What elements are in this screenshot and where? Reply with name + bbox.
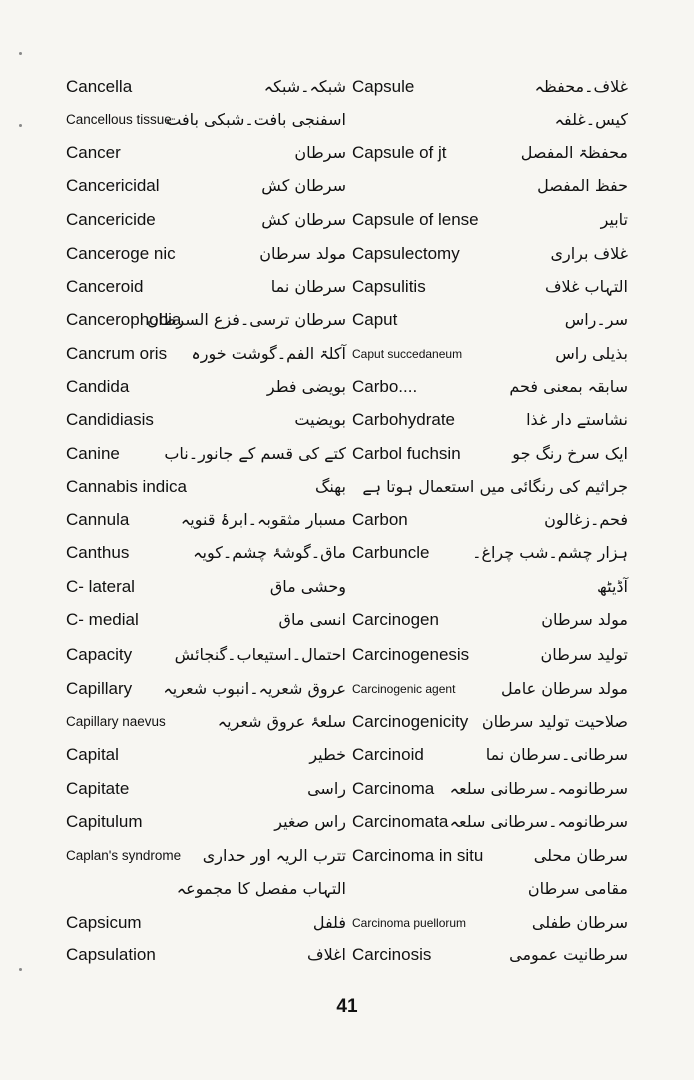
entry-row: [0, 304, 694, 336]
english-term-left: Capsicum: [66, 913, 142, 932]
english-term-left: Capitulum: [66, 812, 143, 831]
entry-row: [0, 873, 694, 905]
english-term-left: Candida: [66, 377, 130, 396]
english-term-left: Cancellous tissue: [66, 112, 172, 127]
english-term-right: Carcinomata: [352, 812, 449, 831]
urdu-term-left: راس صغیر: [274, 812, 346, 831]
english-term-left: C- lateral: [66, 577, 135, 596]
urdu-term-left: بھنگ: [315, 477, 346, 496]
english-term-left: Cannula: [66, 510, 130, 529]
entry-row: [0, 170, 694, 202]
urdu-term-right: کیس۔غلفہ: [554, 110, 628, 129]
english-term-right: Carbon: [352, 510, 408, 529]
urdu-term-left: اغلاف: [307, 945, 346, 964]
urdu-term-right: سرطانیت عمومی: [509, 945, 628, 964]
english-term-right: Carcinogenicity: [352, 712, 469, 731]
english-term-right: Carbol fuchsin: [352, 444, 461, 463]
urdu-term-left: التہاب مفصل کا مجموعہ: [176, 879, 346, 898]
english-term-right: Carcinosis: [352, 945, 432, 964]
urdu-term-left: بویضیت: [294, 410, 346, 429]
urdu-term-left: انسی ماق: [278, 610, 346, 629]
entry-row: [0, 571, 694, 603]
english-term-right: Capsulectomy: [352, 244, 460, 263]
english-term-left: Canceroid: [66, 277, 144, 296]
urdu-term-right: تابیر: [600, 210, 628, 229]
urdu-term-right: حفظ المفصل: [537, 176, 628, 195]
urdu-term-left: سرطان ترسی۔فزع السرطان: [147, 310, 346, 329]
english-term-left: Capacity: [66, 645, 133, 664]
entry-row: [0, 537, 694, 569]
entry-row: [0, 104, 694, 136]
english-term-right: Capsulitis: [352, 277, 426, 296]
urdu-term-right: ایک سرخ رنگ جو: [512, 444, 628, 463]
english-term-left: Cancericidal: [66, 176, 160, 195]
urdu-term-left: مولد سرطان: [259, 244, 346, 263]
urdu-term-left: سلعۂ عروق شعریہ: [217, 712, 346, 731]
urdu-term-right: آڈیٹھ: [597, 577, 628, 596]
entry-row: [0, 907, 694, 939]
urdu-term-left: سرطان: [294, 143, 346, 162]
english-term-left: Candidiasis: [66, 410, 154, 429]
urdu-term-right: مولد سرطان عامل: [501, 679, 628, 698]
entry-row: [0, 338, 694, 370]
margin-dot: [19, 124, 22, 127]
urdu-term-left: اسفنجی بافت۔شبکی بافت: [166, 110, 346, 129]
english-term-left: Capital: [66, 745, 119, 764]
urdu-term-right: التہاب غلاف: [544, 277, 628, 296]
page-number: 41: [336, 996, 358, 1017]
entry-row: [0, 471, 694, 503]
urdu-term-left: آکلۃ الفم۔گوشت خورہ: [191, 344, 346, 363]
urdu-term-left: راسی: [307, 779, 346, 798]
urdu-term-right: مولد سرطان: [541, 610, 628, 629]
english-term-right: Carcinogenesis: [352, 645, 470, 664]
urdu-term-right: بذیلی راس: [555, 344, 628, 363]
english-term-right: Carbuncle: [352, 543, 430, 562]
urdu-term-left: تترب الریہ اور حداری: [202, 846, 346, 865]
margin-dot: [19, 52, 22, 55]
english-term-left: Canceroge nic: [66, 244, 176, 263]
urdu-term-right: ہزار چشم۔شب چراغ۔: [472, 543, 628, 562]
entry-row: [0, 673, 694, 705]
entry-row: [0, 271, 694, 303]
english-term-left: Cancer: [66, 143, 121, 162]
urdu-term-left: سرطان کش: [261, 176, 346, 195]
english-term-left: Capillary naevus: [66, 714, 166, 729]
english-term-right: Carbohydrate: [352, 410, 456, 429]
entry-row: [0, 71, 694, 103]
entry-row: [0, 137, 694, 169]
english-term-right: Capsule of jt: [352, 143, 447, 162]
urdu-term-right: سرطانومہ۔سرطانی سلعہ: [449, 779, 628, 798]
entry-row: [0, 939, 694, 971]
urdu-term-left: مسبار مثقوبہ۔ابرۂ قنویہ: [180, 510, 346, 529]
english-term-left: C- medial: [66, 610, 139, 629]
urdu-term-left: شبکہ۔شبکہ: [263, 77, 346, 96]
urdu-term-right: مقامی سرطان: [527, 879, 628, 898]
entry-row: [0, 706, 694, 738]
english-term-left: Caplan's syndrome: [66, 848, 182, 863]
urdu-term-left: عروق شعریہ۔انبوب شعریہ: [163, 679, 346, 698]
urdu-term-right: فحم۔زغالون: [544, 510, 628, 529]
urdu-term-right: صلاحیت تولید سرطان: [481, 712, 628, 731]
urdu-term-right: سرطان محلی: [533, 846, 628, 865]
urdu-term-left: فلفل: [312, 913, 346, 932]
english-term-right: Carcinogenic agent: [352, 682, 456, 696]
english-term-left: Cancericide: [66, 210, 156, 229]
entry-row: [0, 404, 694, 436]
entry-row: [0, 204, 694, 236]
urdu-term-left: خطیر: [309, 745, 346, 764]
english-term-right: Carbo....: [352, 377, 418, 396]
entry-row: [0, 504, 694, 536]
urdu-term-left: ماق۔گوشۂ چشم۔کویہ: [193, 543, 346, 562]
english-term-left: Capillary: [66, 679, 133, 698]
urdu-term-right: سرطانی۔سرطان نما: [485, 745, 628, 764]
urdu-term-left: بویضی فطر: [266, 377, 346, 396]
urdu-term-right: سابقہ بمعنی فحم: [509, 377, 628, 396]
urdu-term-left: احتمال۔استیعاب۔گنجائش: [174, 645, 346, 664]
english-term-left: Capsulation: [66, 945, 156, 964]
english-term-right: Carcinogen: [352, 610, 439, 629]
urdu-term-right: محفظۃ المفصل: [520, 143, 628, 162]
english-term-right: Carcinoid: [352, 745, 424, 764]
urdu-term-right: نشاستے دار غذا: [526, 410, 628, 429]
entry-row: [0, 371, 694, 403]
entry-row: [0, 639, 694, 671]
english-term-left: Cannabis indica: [66, 477, 187, 496]
entry-row: [0, 238, 694, 270]
entry-row: [0, 806, 694, 838]
english-term-right: Carcinoma: [352, 779, 435, 798]
english-term-left: Cancella: [66, 77, 133, 96]
entry-row: [0, 438, 694, 470]
entry-row: [0, 840, 694, 872]
urdu-term-left: کتے کی قسم کے جانور۔ناب: [164, 444, 346, 463]
urdu-term-right: غلاف۔محفظہ: [534, 77, 628, 96]
english-term-left: Cancrum oris: [66, 344, 168, 363]
urdu-term-right: سر۔راس: [564, 310, 628, 329]
urdu-term-right: جراثیم کی رنگائی میں استعمال ہوتا ہے: [362, 477, 628, 496]
urdu-term-right: غلاف براری: [550, 244, 628, 263]
english-term-right: Carcinoma puellorum: [352, 916, 467, 930]
urdu-term-right: سرطانومہ۔سرطانی سلعہ: [449, 812, 628, 831]
english-term-right: Caput succedaneum: [352, 347, 463, 361]
urdu-term-left: سرطان کش: [261, 210, 346, 229]
english-term-right: Carcinoma in situ: [352, 846, 484, 865]
urdu-term-left: سرطان نما: [270, 277, 346, 296]
english-term-left: Canine: [66, 444, 120, 463]
english-term-right: Capsule: [352, 77, 415, 96]
urdu-term-left: وحشی ماق: [269, 577, 346, 596]
margin-dot: [19, 968, 22, 971]
english-term-right: Caput: [352, 310, 398, 329]
urdu-term-right: تولید سرطان: [540, 645, 628, 664]
entry-row: [0, 773, 694, 805]
english-term-left: Cancerophobia: [66, 310, 182, 329]
english-term-left: Capitate: [66, 779, 130, 798]
urdu-term-right: سرطان طفلی: [531, 913, 628, 932]
english-term-left: Canthus: [66, 543, 130, 562]
english-term-right: Capsule of lense: [352, 210, 479, 229]
entry-row: [0, 604, 694, 636]
entry-row: [0, 739, 694, 771]
